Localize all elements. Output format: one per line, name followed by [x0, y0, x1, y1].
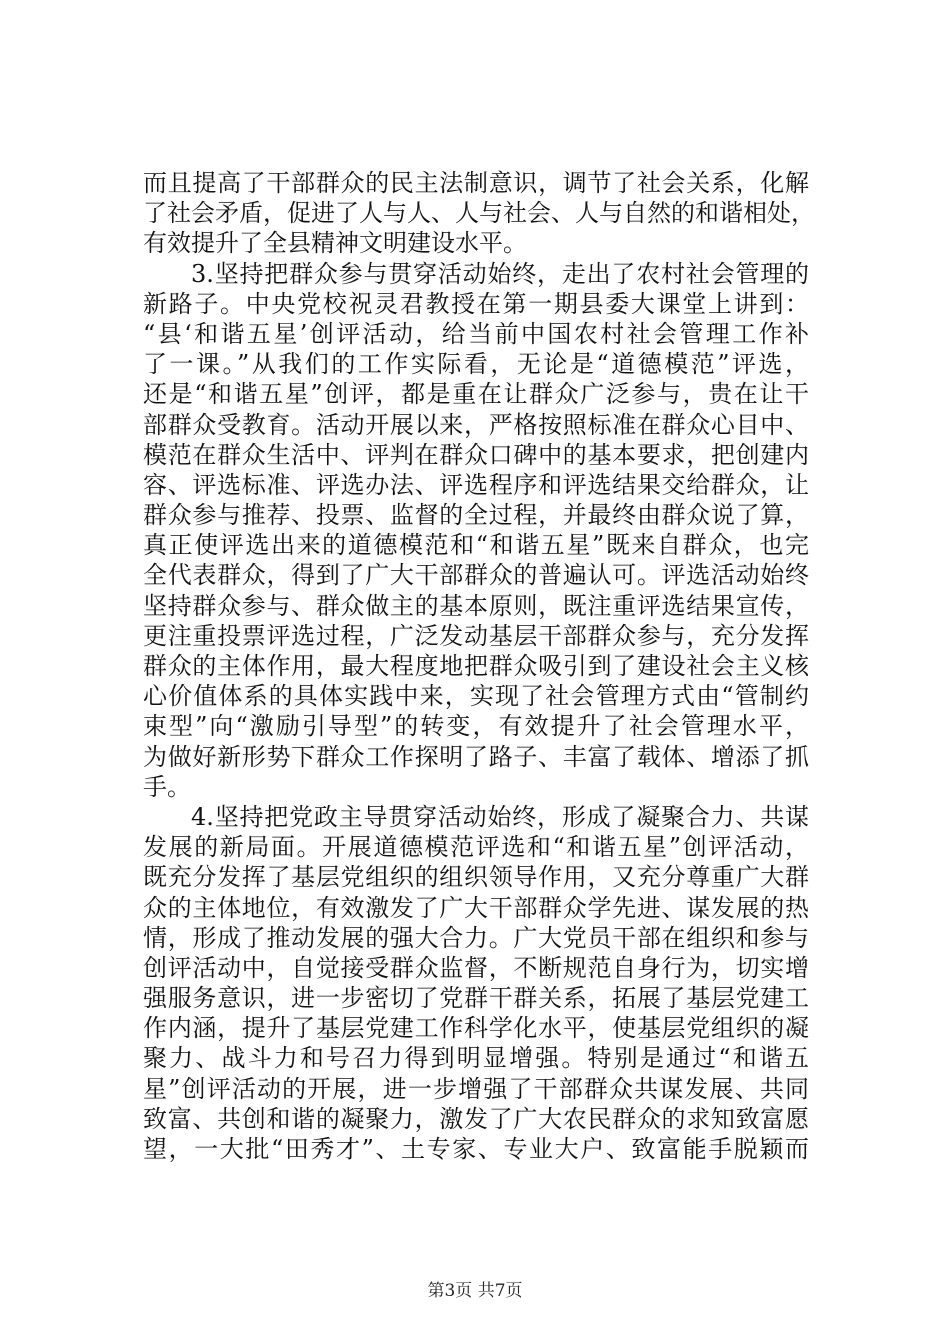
text-line: 还是“和谐五星”创评，都是重在让群众广泛参与，贵在让干 [143, 380, 809, 409]
text-line: 作内涵，提升了基层党建工作科学化水平，使基层党组织的凝 [143, 1014, 809, 1043]
text-line: 望，一大批“田秀才”、土专家、专业大户、致富能手脱颖而 [143, 1135, 809, 1163]
text-line: 情，形成了推动发展的强大合力。广大党员干部在组织和参与 [143, 923, 809, 952]
text-line: 为做好新形势下群众工作探明了路子、丰富了载体、增添了抓 [143, 742, 809, 771]
text-line: 心价值体系的具体实践中来，实现了社会管理方式由“管制约 [143, 682, 809, 711]
text-line: 既充分发挥了基层党组织的组织领导作用，又充分尊重广大群 [143, 863, 809, 892]
text-line: 强服务意识，进一步密切了党群干群关系，拓展了基层党建工 [143, 984, 809, 1013]
text-line: 创评活动中，自觉接受群众监督，不断规范自身行为，切实增 [143, 953, 809, 982]
text-line: 有效提升了全县精神文明建设水平。 [143, 229, 527, 258]
text-line: 手。 [143, 772, 191, 801]
text-line: 真正使评选出来的道德模范和“和谐五星”既来自群众，也完 [143, 531, 809, 560]
text-line: 群众的主体作用，最大程度地把群众吸引到了建设社会主义核 [143, 652, 809, 680]
text-line: 容、评选标准、评选办法、评选程序和评选结果交给群众，让 [143, 470, 809, 499]
text-line: 众的主体地位，有效激发了广大干部群众学先进、谋发展的热 [143, 893, 809, 922]
text-line: 坚持群众参与、群众做主的基本原则，既注重评选结果宣传， [143, 591, 809, 620]
text-line: 全代表群众，得到了广大干部群众的普遍认可。评选活动始终 [143, 561, 809, 590]
paragraph-4-start: 4.坚持把党政主导贯穿活动始终，形成了凝聚合力、共谋 [191, 802, 809, 831]
text-line: 更注重投票评选过程，广泛发动基层干部群众参与，充分发挥 [143, 621, 809, 650]
paragraph-3-start: 3.坚持把群众参与贯穿活动始终，走出了农村社会管理的 [191, 259, 809, 288]
text-line: 群众参与推荐、投票、监督的全过程，并最终由群众说了算， [143, 501, 809, 530]
text-line: 而且提高了干部群众的民主法制意识，调节了社会关系，化解 [143, 169, 809, 197]
text-line: 了一课。”从我们的工作实际看，无论是“道德模范”评选， [143, 350, 809, 379]
text-line: 了社会矛盾，促进了人与人、人与社会、人与自然的和谐相处， [143, 199, 815, 228]
text-line: 致富、共创和谐的凝聚力，激发了广大农民群众的求知致富愿 [143, 1104, 809, 1133]
text-line: 星”创评活动的开展，进一步增强了干部群众共谋发展、共同 [143, 1074, 809, 1103]
text-line: 束型”向“激励引导型”的转变，有效提升了社会管理水平， [143, 712, 809, 741]
text-line: 模范在群众生活中、评判在群众口碑中的基本要求，把创建内 [143, 440, 809, 469]
text-line: 发展的新局面。开展道德模范评选和“和谐五星”创评活动， [143, 833, 809, 862]
page-number-footer: 第3页 共7页 [427, 1281, 523, 1301]
text-line: 部群众受教育。活动开展以来，严格按照标准在群众心目中、 [143, 410, 809, 439]
text-line: “县‘和谐五星’创评活动，给当前中国农村社会管理工作补 [143, 319, 809, 348]
text-line: 新路子。中央党校祝灵君教授在第一期县委大课堂上讲到： [143, 289, 809, 318]
text-line: 聚力、战斗力和号召力得到明显增强。特别是通过“和谐五 [143, 1044, 809, 1073]
document-body [143, 168, 815, 1164]
